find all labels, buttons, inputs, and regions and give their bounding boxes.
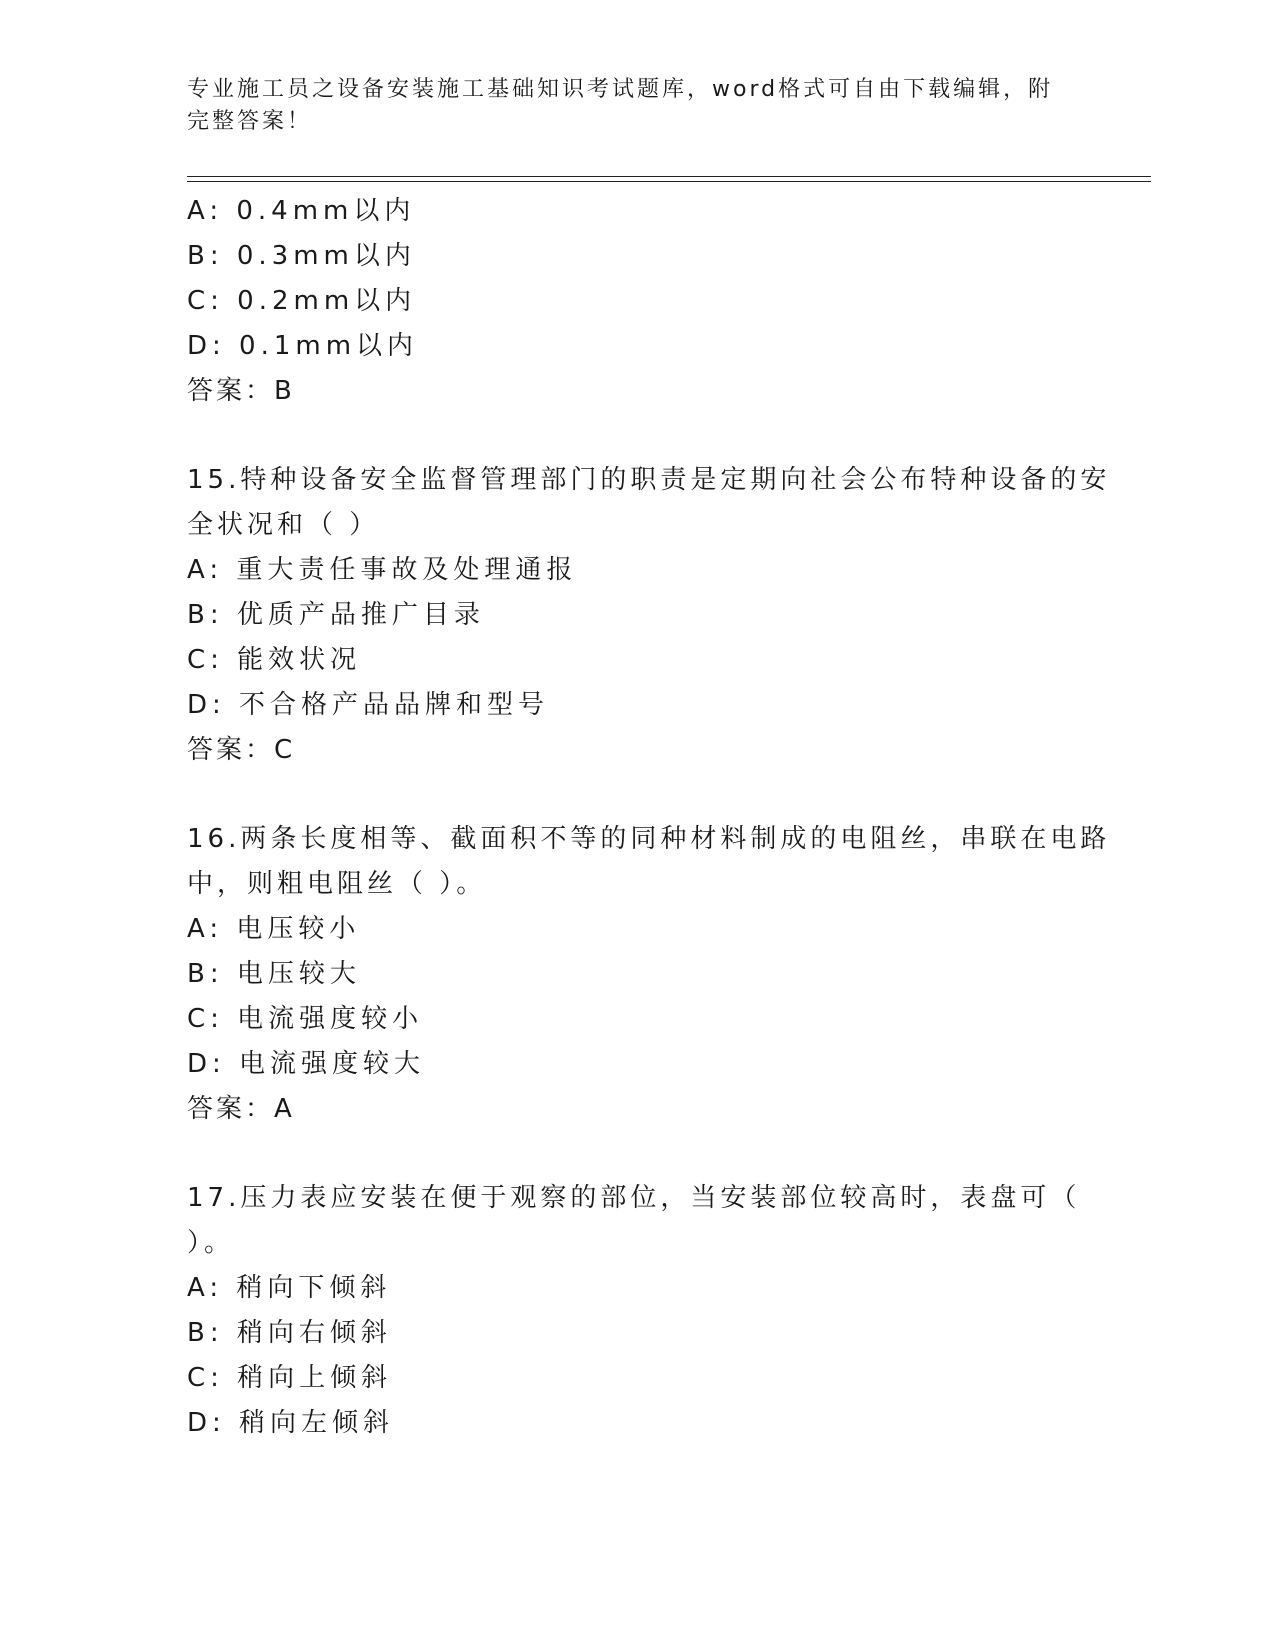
document-header: 专业施工员之设备安装施工基础知识考试题库，word格式可自由下载编辑，附完整答案！ <box>187 77 1054 134</box>
q15-answer: 答案：C <box>187 735 296 765</box>
q17-option-a: A: 稍向下倾斜 <box>187 1273 392 1303</box>
q16-option-a: A: 电压较小 <box>187 914 361 944</box>
header-divider-bottom <box>187 181 1151 182</box>
q14-option-b: B: 0.3mm以内 <box>187 241 416 271</box>
q14-option-d: D: 0.1mm以内 <box>187 331 419 361</box>
q16-option-c: C: 电流强度较小 <box>187 1004 424 1034</box>
q16-stem-line1: 16.两条长度相等、截面积不等的同种材料制成的电阻丝，串联在电路 <box>187 824 1111 854</box>
q16-option-d: D: 电流强度较大 <box>187 1049 426 1079</box>
header-divider-top <box>187 176 1151 177</box>
q15-option-a: A: 重大责任事故及处理通报 <box>187 555 578 585</box>
q14-option-c: C: 0.2mm以内 <box>187 286 417 316</box>
q15-option-b: B: 优质产品推广目录 <box>187 600 485 630</box>
q17-option-d: D: 稍向左倾斜 <box>187 1408 395 1438</box>
q17-option-c: C: 稍向上倾斜 <box>187 1363 393 1393</box>
q16-option-b: B: 电压较大 <box>187 959 361 989</box>
q17-stem-line1: 17.压力表应安装在便于观察的部位，当安装部位较高时，表盘可（ <box>187 1183 1081 1213</box>
q16-answer: 答案：A <box>187 1094 295 1124</box>
q15-option-c: C: 能效状况 <box>187 645 362 675</box>
q15-option-d: D: 不合格产品品牌和型号 <box>187 690 550 720</box>
q14-answer: 答案：B <box>187 376 295 406</box>
q15-stem-line2: 全状况和（ ） <box>187 510 380 540</box>
q15-stem-line1: 15.特种设备安全监督管理部门的职责是定期向社会公布特种设备的安 <box>187 465 1111 495</box>
q14-option-a: A: 0.4mm以内 <box>187 196 416 226</box>
q17-option-b: B: 稍向右倾斜 <box>187 1318 392 1348</box>
q17-stem-line2: ）。 <box>187 1228 235 1258</box>
q16-stem-line2: 中，则粗电阻丝（ ）。 <box>187 869 487 899</box>
